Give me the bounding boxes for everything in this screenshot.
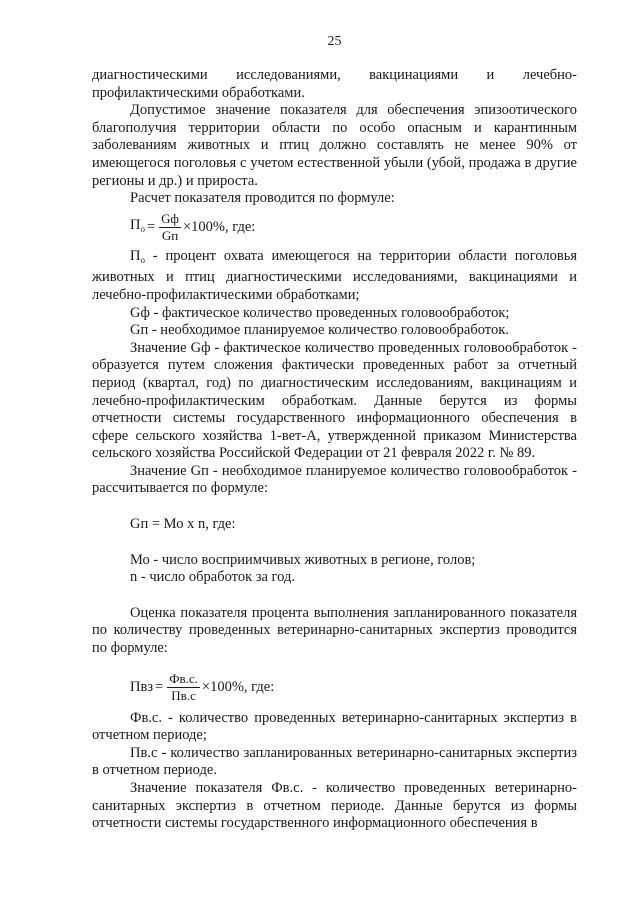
paragraph-6: Gп - необходимое планируемое количество головообработок. <box>130 322 509 339</box>
formula-pvz-denominator: Пв.с <box>171 688 196 704</box>
paragraph-12: Оценка показателя процента выполнения запланированного показателя по количеству проведенных ветеринарно-санитарных экспертиз проводится по формуле: <box>92 604 577 657</box>
page-number: 25 <box>327 34 342 49</box>
paragraph-5: Gф - фактическое количество проведенных головообработок; <box>130 304 510 321</box>
document-body <box>92 67 577 833</box>
formula-po-lhs-main: П <box>130 217 141 234</box>
paragraph-14: Пв.с - количество запланированных ветеринарно-санитарных экспертиз в отчетном периоде. <box>92 744 577 779</box>
formula-po-denominator: Gп <box>161 228 179 244</box>
formula-gp: Gп = Мо х n, где: <box>130 516 236 533</box>
formula-pvz-tail: ×100%, где: <box>201 679 275 696</box>
paragraph-3: Расчет показателя проводится по формуле: <box>130 190 395 207</box>
spacer <box>92 498 577 516</box>
spacer <box>92 534 577 552</box>
paragraph-2: Допустимое значение показателя для обеспечения эпизоотического благополучия территории области по особо опасным и карантинным заболеваниям животных и птиц должно составлять не менее 90% от имеющегося поголовья с учетом естественной убыли (убой, продажа в другие регионы и др.) и прироста. <box>92 102 577 189</box>
paragraph-10: Мо - число восприимчивых животных в регионе, голов; <box>130 551 476 568</box>
formula-pvz-lhs: Пвз <box>130 679 154 696</box>
formula-pvz-equals: = <box>155 679 164 696</box>
formula-po-equals: = <box>146 219 156 236</box>
formula-po-lhs <box>130 217 145 238</box>
formula-po-numerator: Gф <box>161 211 179 227</box>
paragraph-4: $П_о$ - процент охвата имеющегося на территории области поголовья животных и птиц диагностическими исследованиями, вакцинациями и лечебно-профилактическими обработками; <box>92 247 577 303</box>
paragraph-13: Фв.с. - количество проведенных ветеринарно-санитарных экспертиз в отчетном периоде; <box>92 709 577 744</box>
formula-pvz-fraction <box>167 672 200 703</box>
paragraph-15: Значение показателя Фв.с. - количество проведенных ветеринарно-санитарных экспертиз в отчетном периоде. Данные берутся из формы отчетности системы государственного информационного обеспечения в <box>92 780 577 832</box>
paragraph-8: Значение Gп - необходимое планируемое количество головообработок - рассчитывается по формуле: <box>92 462 577 497</box>
formula-po-lhs-sub: о <box>140 224 145 235</box>
formula-po-fraction <box>159 212 181 243</box>
paragraph-11: n - число обработок за год. <box>130 569 295 586</box>
formula-pvz <box>130 670 577 706</box>
paragraph-1: диагностическими исследованиями, вакцинациями и лечебно-профилактическими обработками. <box>92 67 577 101</box>
spacer <box>92 587 577 605</box>
formula-pvz-numerator: Фв.с. <box>169 671 198 687</box>
formula-po <box>130 210 577 246</box>
formula-po-tail: ×100%, где: <box>182 219 256 236</box>
paragraph-7: Значение Gф - фактическое количество проведенных головообработок - образуется путем сложения фактически проведенных работ за отчетный период (квартал, год) по диагностическим исследованиям, вакцинациям и лечебно-профилактическим обработкам. Данные берутся из формы отчетности системы государственного информационного обеспечения в сфере сельского хозяйства 1-вет-А, утвержденной приказом Министерства сельского хозяйства Российской Федерации от 21 февраля 2022 г. № 89. <box>92 339 577 462</box>
spacer <box>92 658 577 670</box>
